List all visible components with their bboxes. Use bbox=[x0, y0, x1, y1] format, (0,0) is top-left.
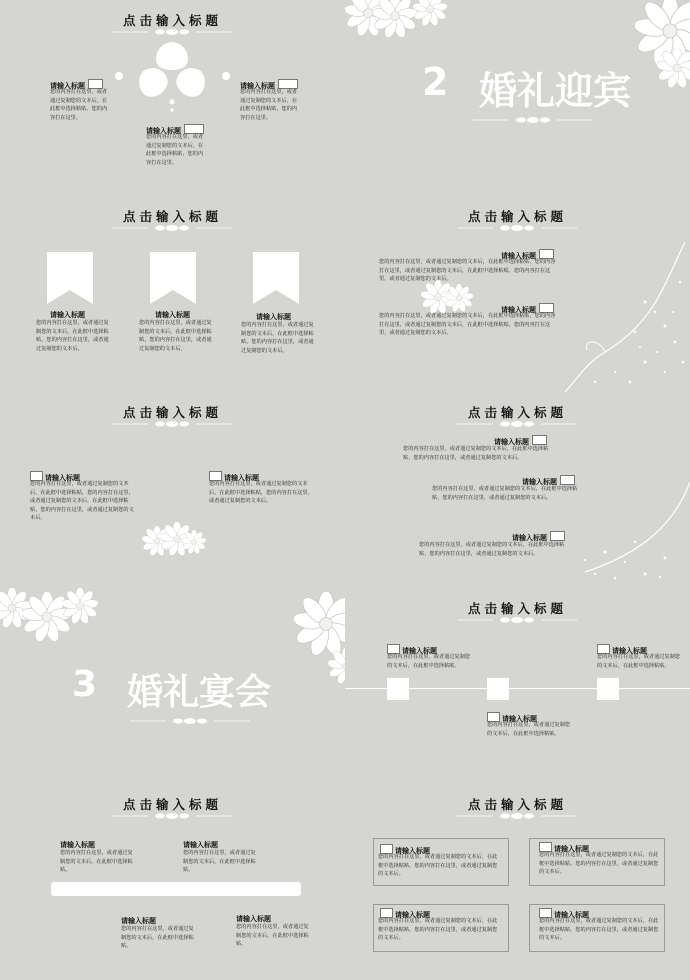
title-divider bbox=[457, 225, 577, 231]
title-divider bbox=[112, 813, 232, 819]
title-divider bbox=[473, 117, 593, 123]
branch-decoration bbox=[545, 242, 690, 392]
item-heading: 请输入标题 bbox=[539, 842, 589, 854]
item-body: 您的内容打在这里，或者通过复制您的文本后，在此框中选择粘贴，您的内容打在这里，或者通过复制您的文本后，在此框中选择粘贴，您的内容打在这里，或者通过复制您的文本后。 bbox=[379, 259, 556, 283]
slide-10 bbox=[345, 784, 690, 980]
slide-1 bbox=[0, 0, 345, 196]
item-heading: 请输入标题 bbox=[512, 531, 565, 543]
item-heading: 请输入标题 bbox=[183, 841, 218, 849]
item-body: 您的内容打在这里，或者通过复制您的文本后，在此框中选择粘贴。 bbox=[60, 850, 133, 874]
flower-decoration bbox=[413, 0, 447, 26]
slide-title: 点击输入标题 bbox=[467, 797, 567, 812]
item-body: 您的内容打在这里，或者通过复制您的文本后，在此框中选择粘贴，您的内容打在这里，或者通过复制您的文本后。 bbox=[241, 322, 314, 354]
item-heading: 请输入标题 bbox=[155, 311, 190, 319]
item-heading: 请输入标题 bbox=[380, 908, 430, 920]
item-heading: 请输入标题 bbox=[501, 249, 554, 261]
slide-title: 点击输入标题 bbox=[122, 209, 222, 224]
ribbon-banner bbox=[150, 252, 196, 304]
slide-title: 点击输入标题 bbox=[122, 405, 222, 420]
flower-decoration bbox=[657, 48, 690, 88]
item-body: 您的内容打在这里，或者通过复制您的文本后，在此框中选择粘贴，您的内容打在这里，或者通过复制您的文本后。 bbox=[378, 918, 498, 942]
item-body: 您的内容打在这里，或者通过复制您的文本后，在此框中选择粘贴，您的内容打在这里。 bbox=[146, 134, 204, 166]
item-heading: 请输入标题 bbox=[539, 908, 589, 920]
flower-decoration bbox=[328, 648, 345, 684]
item-heading: 请输入标题 bbox=[387, 644, 437, 656]
item-body: 您的内容打在这里，或者通过复制您的文本后，在此框中选择粘贴，您的内容打在这里，或者通过复制您的文本后。 bbox=[419, 542, 565, 557]
item-heading: 请输入标题 bbox=[522, 475, 575, 487]
slide-5 bbox=[0, 392, 345, 588]
item-heading: 请输入标题 bbox=[50, 311, 85, 319]
flower-decoration bbox=[373, 0, 417, 38]
item-heading: 请输入标题 bbox=[487, 712, 537, 724]
item-body: 您的内容打在这里，或者通过复制您的文本后，在此框中选择粘贴，您的内容打在这里，或者通过复制您的文本后。 bbox=[539, 852, 659, 876]
item-body: 您的内容打在这里，或者通过复制您的文本后，在此框中选择粘贴。 bbox=[183, 850, 256, 874]
slide-3 bbox=[0, 196, 345, 392]
ribbon-banner bbox=[253, 252, 299, 304]
section-heading: 婚礼宴会 bbox=[127, 672, 272, 713]
title-divider bbox=[457, 813, 577, 819]
slide-title: 点击输入标题 bbox=[122, 13, 222, 28]
item-heading: 请输入标题 bbox=[60, 841, 95, 849]
slide-title: 点击输入标题 bbox=[122, 797, 222, 812]
flower-decoration bbox=[182, 530, 206, 554]
item-body: 您的内容打在这里，或者通过复制您的文本后，在此框中选择粘贴，您的内容打在这里，或者通过复制您的文本后。 bbox=[378, 854, 498, 878]
item-body: 您的内容打在这里，或者通过复制您的文本后，在此框中选择粘贴，您的内容打在这里，或者通过复制您的文本后。 bbox=[209, 481, 313, 505]
item-body: 您的内容打在这里，或者通过复制您的文本后，在此框中选择粘贴，您的内容打在这里，或者通过复制您的文本后。 bbox=[36, 320, 109, 352]
timeline-node bbox=[387, 678, 409, 700]
item-heading: 请输入标题 bbox=[236, 915, 271, 923]
slide-title: 点击输入标题 bbox=[467, 601, 567, 616]
item-heading: 请输入标题 bbox=[380, 844, 430, 856]
timeline-node bbox=[597, 678, 619, 700]
petal-cluster-graphic bbox=[135, 38, 209, 118]
section-heading: 婚礼迎宾 bbox=[479, 69, 632, 113]
white-bar bbox=[51, 882, 301, 896]
title-divider bbox=[457, 617, 577, 623]
title-divider bbox=[112, 225, 232, 231]
slide-2-section bbox=[345, 0, 690, 196]
flower-decoration bbox=[294, 592, 345, 656]
title-divider bbox=[112, 421, 232, 427]
slide-6 bbox=[345, 392, 690, 588]
item-body: 您的内容打在这里，或者通过复制您的文本后，在此框中选择粘贴，您的内容打在这里，或者通过复制您的文本后，在此框中选择粘贴，您的内容打在这里，或者通过复制您的文本后。 bbox=[379, 313, 556, 337]
item-body: 您的内容打在这里，或者通过复制您的文本后，在此框中选择粘贴，您的内容打在这里，或者通过复制您的文本后。 bbox=[139, 320, 212, 352]
item-body: 您的内容打在这里，或者通过复制您的文本后，在此框中选择粘贴，您的内容打在这里。 bbox=[240, 89, 298, 121]
item-heading: 请输入标题 bbox=[256, 313, 291, 321]
slide-8 bbox=[345, 588, 690, 784]
item-heading: 请输入标题 bbox=[240, 79, 298, 91]
item-body: 您的内容打在这里，或者通过复制您的文本后，在此框中选择粘贴，您的内容打在这里，或者通过复制您的文本后。 bbox=[403, 446, 549, 461]
item-heading: 请输入标题 bbox=[597, 644, 647, 656]
flower-decoration bbox=[62, 588, 98, 624]
title-divider bbox=[112, 29, 232, 35]
section-number: 3 bbox=[72, 664, 98, 705]
dot bbox=[222, 72, 230, 80]
item-heading: 请输入标题 bbox=[146, 124, 204, 136]
item-body: 您的内容打在这里，或者通过复制您的文本后，在此框中选择粘贴，您的内容打在这里。 bbox=[50, 89, 108, 121]
item-body: 您的内容打在这里，或者通过复制您的文本后，在此框中选择粘贴。 bbox=[597, 654, 681, 669]
item-heading: 请输入标题 bbox=[209, 471, 259, 483]
item-body: 您的内容打在这里，或者通过复制您的文本后，在此框中选择粘贴。 bbox=[387, 654, 471, 669]
item-heading: 请输入标题 bbox=[121, 917, 156, 925]
item-body: 您的内容打在这里，或者通过复制您的文本后，在此框中选择粘贴。 bbox=[121, 926, 194, 950]
item-body: 您的内容打在这里，或者通过复制您的文本后，在此框中选择粘贴。 bbox=[487, 722, 571, 737]
item-body: 您的内容打在这里，或者通过复制您的文本后，在此框中选择粘贴，您的内容打在这里，或者通过复制您的文本后，在此框中选择粘贴，您的内容打在这里，或者通过复制您的文本后。 bbox=[30, 481, 134, 522]
item-body: 您的内容打在这里，或者通过复制您的文本后，在此框中选择粘贴。 bbox=[236, 924, 309, 948]
slide-9 bbox=[0, 784, 345, 980]
timeline-node bbox=[487, 678, 509, 700]
branch-decoration bbox=[565, 482, 690, 588]
item-heading: 请输入标题 bbox=[494, 435, 547, 447]
ribbon-banner bbox=[47, 252, 93, 304]
item-body: 您的内容打在这里，或者通过复制您的文本后，在此框中选择粘贴，您的内容打在这里，或者通过复制您的文本后。 bbox=[539, 918, 659, 942]
item-heading: 请输入标题 bbox=[50, 79, 103, 91]
item-heading: 请输入标题 bbox=[501, 303, 554, 315]
title-divider bbox=[130, 718, 250, 724]
flower-decoration bbox=[445, 284, 473, 312]
slide-title: 点击输入标题 bbox=[467, 209, 567, 224]
title-divider bbox=[457, 421, 577, 427]
dot bbox=[115, 72, 123, 80]
slide-title: 点击输入标题 bbox=[467, 405, 567, 420]
item-heading: 请输入标题 bbox=[30, 471, 80, 483]
item-body: 您的内容打在这里，或者通过复制您的文本后，在此框中选择粘贴，您的内容打在这里，或者通过复制您的文本后。 bbox=[432, 486, 578, 501]
slide-4 bbox=[345, 196, 690, 392]
section-number: 2 bbox=[422, 60, 449, 104]
slide-7-section bbox=[0, 588, 345, 784]
